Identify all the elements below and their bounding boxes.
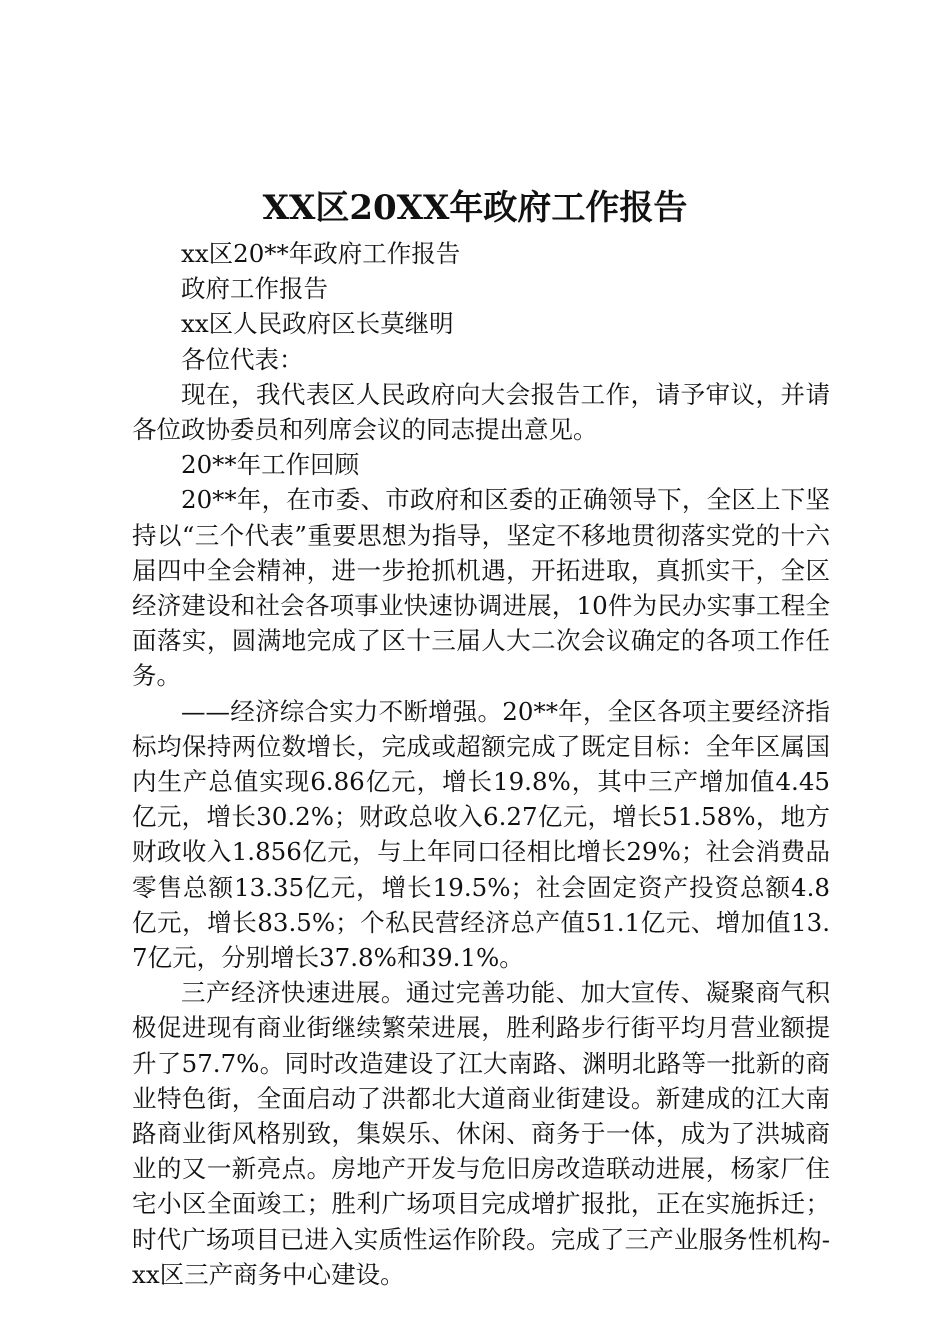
- paragraph-economy: ——经济综合实力不断增强。20**年，全区各项主要经济指标均保持两位数增长，完成或超额完成了既定目标：全年区属国内生产总值实现6.86亿元，增长19.8%，其中三产增加值4.45亿元，增长30.2%；财政总收入6.27亿元，增长51.58%，地方财政收入1.856亿元，与上年同口径相比增长29%；社会消费品零售总额13.35亿元，增长19.5%；社会固定资产投资总额4.8亿元，增长83.5%；个私民营经济总产值51.1亿元、增加值13.7亿元，分别增长37.8%和39.1%。: [132, 696, 830, 973]
- paragraph-report-type: 政府工作报告: [181, 274, 328, 304]
- paragraph-overview: 20**年，在市委、市政府和区委的正确领导下，全区上下坚持以“三个代表”重要思想为指导，坚定不移地贯彻落实党的十六届四中全会精神，进一步抢抓机遇，开拓进取，真抓实干，全区经济建设和社会各项事业快速协调进展，10件为民办实事工程全面落实，圆满地完成了区十三届人大二次会议确定的各项工作任务。: [132, 485, 830, 691]
- paragraph-section-heading: 20**年工作回顾: [181, 450, 360, 480]
- paragraph-tertiary-industry: 三产经济快速进展。通过完善功能、加大宣传、凝聚商气积极促进现有商业街继续繁荣进展，胜利路步行街平均月营业额提升了57.7%。同时改造建设了江大南路、渊明北路等一批新的商业特色街，全面启动了洪都北大道商业街建设。新建成的江大南路商业街风格别致，集娱乐、休闲、商务于一体，成为了洪城商业的又一新亮点。房地产开发与危旧房改造联动进展，杨家厂住宅小区全面竣工；胜利广场项目完成增扩报批，正在实施拆迁；时代广场项目已进入实质性运作阶段。完成了三产业服务性机构-xx区三产商务中心建设。: [132, 978, 830, 1289]
- paragraph-speaker: xx区人民政府区长莫继明: [181, 309, 454, 339]
- document-title: XX区20XX年政府工作报告: [262, 188, 688, 228]
- paragraph-intro: 现在，我代表区人民政府向大会报告工作，请予审议，并请各位政协委员和列席会议的同志提出意见。: [132, 379, 830, 445]
- document-body: [132, 236, 830, 1292]
- paragraph-salutation: 各位代表：: [181, 344, 304, 374]
- paragraph-report-name: xx区20**年政府工作报告: [181, 239, 461, 268]
